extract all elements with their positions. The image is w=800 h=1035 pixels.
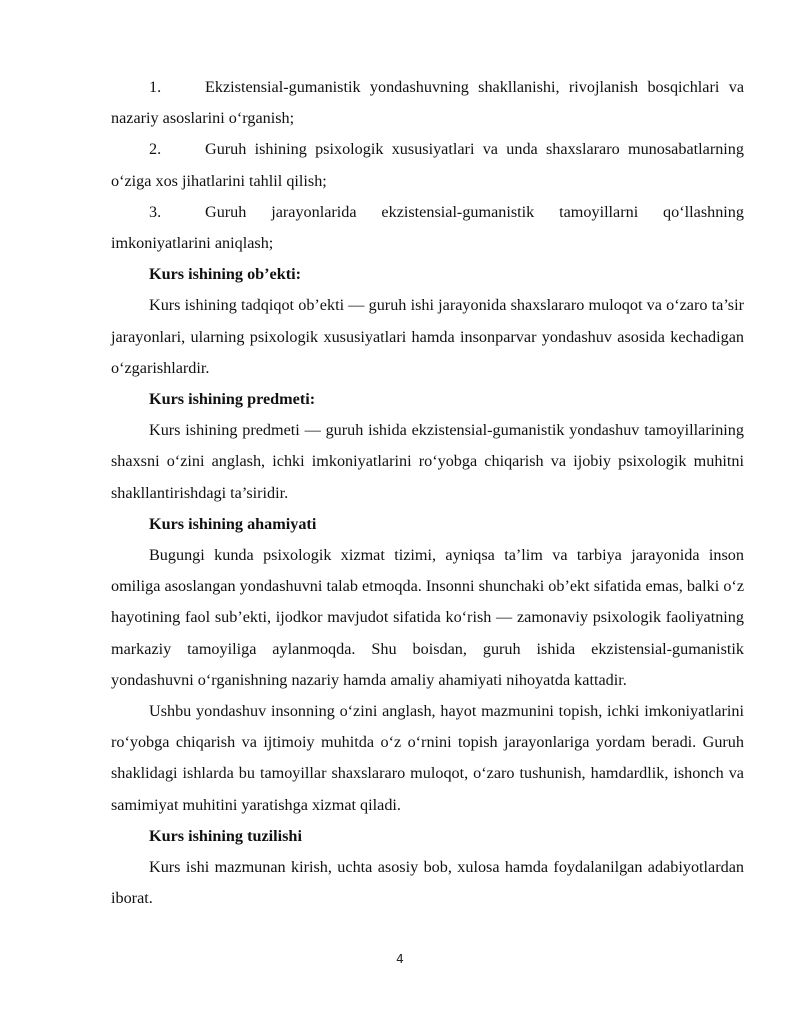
subject-paragraph: Kurs ishining predmeti — guruh ishida ekzistensial-gumanistik yondashuv tamoyillarining shaxsni o‘zini anglash, ichki imkoniyatlarini ro‘yobga chiqarish va ijobiy psixologik muhitni shakllantirishdagi ta’siridir. [111,421,744,502]
task-number: 1. [149,78,162,96]
structure-paragraph: Kurs ishi mazmunan kirish, uchta asosiy bob, xulosa hamda foydalanilgan adabiyotlardan iborat. [111,858,744,908]
subject-heading: Kurs ishining predmeti: [149,390,316,409]
page-number: 4 [396,952,404,966]
task-text: Ekzistensial-gumanistik yondashuvning shakllanishi, rivojlanish bosqichlari va nazariy asoslarini o‘rganish; [111,78,744,128]
task-text: Guruh ishining psixologik xususiyatlari va unda shaxslararo munosabatlarning o‘ziga xos jihatlarini tahlil qilish; [111,140,744,190]
importance-paragraph-2: Ushbu yondashuv insonning o‘zini anglash, hayot mazmunini topish, ichki imkoniyatlarini ro‘yobga chiqarish va ijtimoiy muhitda o‘z o‘rnini topish jarayonlariga yordam beradi. Guruh shaklidagi ishlarda bu tamoyillar shaxslararo muloqot, o‘zaro tushunish, hamdardlik, ishonch va samimiyat muhitini yaratishga xizmat qiladi. [111,702,744,814]
structure-heading: Kurs ishining tuzilishi [149,826,302,845]
task-number: 3. [149,202,162,221]
importance-paragraph-1: Bugungi kunda psixologik xizmat tizimi, ayniqsa ta’lim va tarbiya jarayonida inson omiliga asoslangan yondashuvni talab etmoqda. Insonni shunchaki ob’ekt sifatida emas, balki o‘z hayotining faol sub’ekti, ijodkor mavjudot sifatida ko‘rish — zamonaviy psixologik faoliyatning markaziy tamoyiliga aylanmoqda. Shu boisdan, guruh ishida ekzistensial-gumanistik yondashuvni o‘rganishning nazariy hamda amaliy ahamiyati nihoyatda kattadir. [111,546,744,689]
task-number: 2. [149,140,162,159]
object-paragraph: Kurs ishining tadqiqot ob’ekti — guruh ishi jarayonida shaxslararo muloqot va o‘zaro ta’sir jarayonlari, ularning psixologik xususiyatlari hamda insonparvar yondashuv asosida kechadigan o‘zgarishlardir. [111,296,744,377]
task-item-1 [111,72,744,134]
task-text: Guruh jarayonlarida ekzistensial-gumanistik tamoyillarni qo‘llashning imkoniyatlarini aniqlash; [111,202,744,253]
task-item-3 [111,197,744,259]
document-page [111,72,744,914]
object-heading: Kurs ishining ob’ekti: [149,265,302,284]
importance-heading: Kurs ishining ahamiyati [149,514,317,533]
task-item-2 [111,134,744,196]
